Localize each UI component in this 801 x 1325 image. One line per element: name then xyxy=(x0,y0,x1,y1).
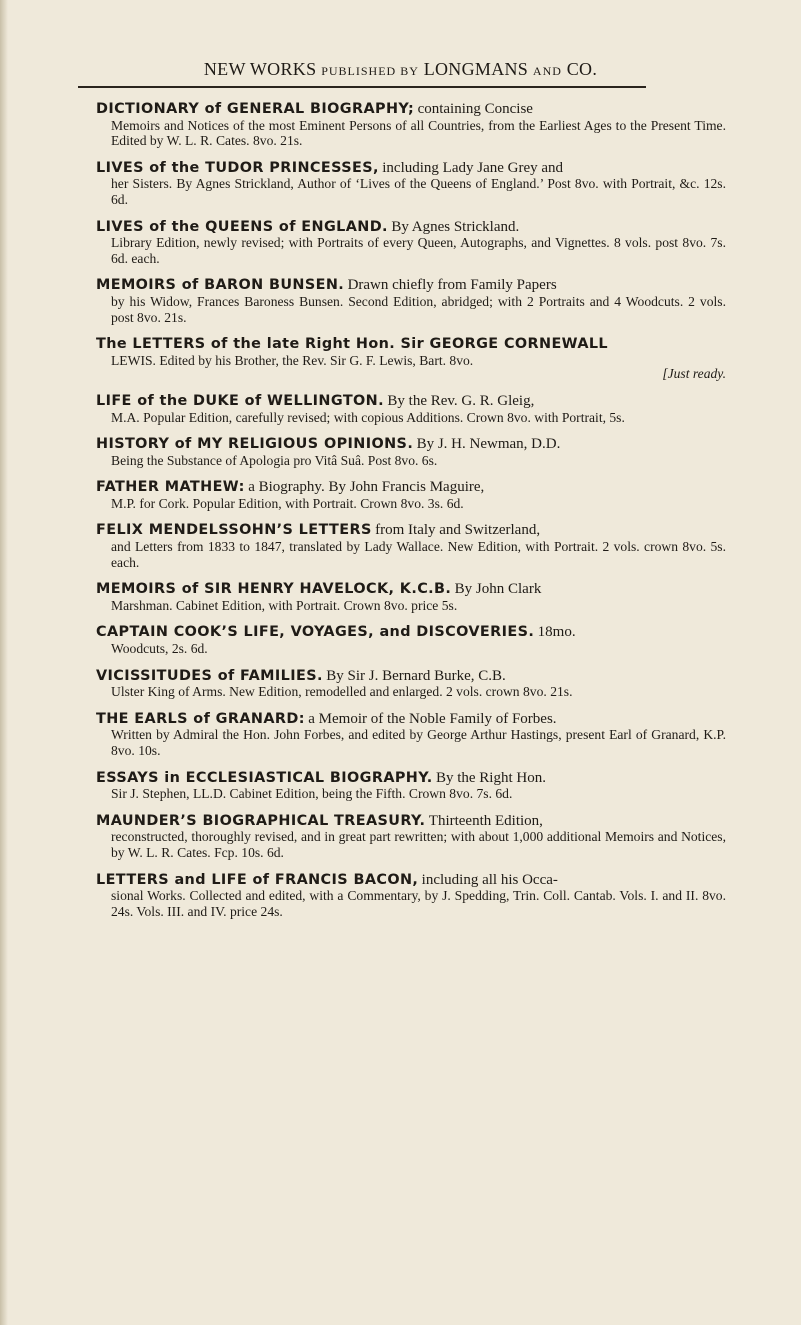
book-title: VICISSITUDES of FAMILIES. xyxy=(96,667,323,684)
running-head-published-by: PUBLISHED BY xyxy=(321,64,419,78)
book-title: LIVES of the QUEENS of ENGLAND. xyxy=(96,218,388,235)
book-description: M.P. for Cork. Popular Edition, with Portrait. Crown 8vo. 3s. 6d. xyxy=(111,495,464,511)
book-entry xyxy=(96,277,726,325)
book-entry xyxy=(96,436,726,468)
running-head-publisher: LONGMANS xyxy=(423,59,529,79)
book-lead: 18mo. xyxy=(537,624,576,641)
book-title: CAPTAIN COOK’S LIFE, VOYAGES, and DISCOVERIES. xyxy=(96,624,535,641)
book-entry xyxy=(96,219,726,267)
book-description: her Sisters. By Agnes Strickland, Author of ‘Lives of the Queens of England.’ Post 8vo. with Portrait, &c. 12s. 6d. xyxy=(111,176,726,207)
book-status: [Just ready. xyxy=(662,366,726,382)
book-lead: including Lady Jane Grey and xyxy=(382,159,564,176)
book-description: LEWIS. Edited by his Brother, the Rev. Sir G. F. Lewis, Bart. 8vo. xyxy=(111,352,474,368)
book-entry xyxy=(96,668,726,700)
book-title: HISTORY of MY RELIGIOUS OPINIONS. xyxy=(96,436,414,453)
book-lead: By J. H. Newman, D.D. xyxy=(416,436,561,453)
book-list xyxy=(96,101,726,930)
book-entry xyxy=(96,872,726,920)
book-lead: By the Right Hon. xyxy=(435,769,546,786)
book-entry xyxy=(96,522,726,570)
book-lead: a Memoir of the Noble Family of Forbes. xyxy=(308,710,557,727)
book-lead: containing Concise xyxy=(417,101,533,117)
book-title: MAUNDER’S BIOGRAPHICAL TREASURY. xyxy=(96,812,426,829)
book-entry xyxy=(96,581,726,613)
book-entry xyxy=(96,813,726,861)
book-title: MEMOIRS of BARON BUNSEN. xyxy=(96,277,345,294)
running-head-lead: NEW WORKS xyxy=(203,59,317,79)
book-lead: a Biography. By John Francis Maguire, xyxy=(248,479,485,496)
book-title: LIFE of the DUKE of WELLINGTON. xyxy=(96,392,384,409)
book-description: Sir J. Stephen, LL.D. Cabinet Edition, being the Fifth. Crown 8vo. 7s. 6d. xyxy=(111,786,513,802)
book-description: M.A. Popular Edition, carefully revised; with copious Additions. Crown 8vo. with Portrait, 5s. xyxy=(111,409,625,425)
book-title: The LETTERS of the late Right Hon. Sir GEORGE CORNEWALL xyxy=(96,336,608,353)
running-head-and: AND xyxy=(532,64,562,78)
book-description: Library Edition, newly revised; with Portraits of every Queen, Autographs, and Vignettes. 8 vols. post 8vo. 7s. 6d. each. xyxy=(111,235,726,266)
book-lead: By the Rev. G. R. Gleig, xyxy=(387,392,535,409)
book-entry xyxy=(96,393,726,425)
book-description: Being the Substance of Apologia pro Vitâ Suâ. Post 8vo. 6s. xyxy=(111,452,438,468)
book-description: Marshman. Cabinet Edition, with Portrait. Crown 8vo. price 5s. xyxy=(111,597,458,613)
running-head xyxy=(0,59,801,80)
book-title: MEMOIRS of SIR HENRY HAVELOCK, K.C.B. xyxy=(96,581,452,598)
book-lead: By Sir J. Bernard Burke, C.B. xyxy=(326,667,506,684)
header-rule xyxy=(78,86,646,88)
book-lead: Drawn chiefly from Family Papers xyxy=(347,277,557,294)
book-entry xyxy=(96,336,726,382)
book-title: FELIX MENDELSSOHN’S LETTERS xyxy=(96,522,372,539)
book-entry xyxy=(96,711,726,759)
book-description: Written by Admiral the Hon. John Forbes, and edited by George Arthur Hastings, present Earl of Granard, K.P. 8vo. 10s. xyxy=(111,727,726,758)
book-lead: By Agnes Strickland. xyxy=(391,218,520,235)
book-description: by his Widow, Frances Baroness Bunsen. Second Edition, abridged; with 2 Portraits and 4 Woodcuts. 2 vols. post 8vo. 21s. xyxy=(111,293,726,325)
book-entry xyxy=(96,160,726,208)
book-title: THE EARLS of GRANARD: xyxy=(96,710,305,727)
book-description: Memoirs and Notices of the most Eminent Persons of all Countries, from the Earliest Ages to the Present Time. Edited by W. L. R. Cates. 8vo. 21s. xyxy=(111,117,726,149)
book-entry xyxy=(96,624,726,656)
book-description: and Letters from 1833 to 1847, translated by Lady Wallace. New Edition, with Portrait. 2 vols. crown 8vo. 5s. each. xyxy=(111,539,726,570)
running-head-co: CO. xyxy=(566,59,598,79)
book-title: ESSAYS in ECCLESIASTICAL BIOGRAPHY. xyxy=(96,769,433,786)
book-lead: By John Clark xyxy=(454,581,542,598)
book-entry xyxy=(96,770,726,802)
book-lead: Thirteenth Edition, xyxy=(428,812,543,829)
book-description: sional Works. Collected and edited, with a Commentary, by J. Spedding, Trin. Coll. Cantab. Vols. I. and II. 8vo. 24s. Vols. III. and IV. price 24s. xyxy=(111,888,726,919)
book-entry xyxy=(96,101,726,149)
book-lead: including all his Occa- xyxy=(421,871,558,888)
book-description: reconstructed, thoroughly revised, and in great part rewritten; with about 1,000 additional Memoirs and Notices, by W. L. R. Cates. Fcp. 10s. 6d. xyxy=(111,829,726,860)
book-title: LETTERS and LIFE of FRANCIS BACON, xyxy=(96,871,419,888)
page-gutter-shadow xyxy=(0,0,8,1325)
book-title: DICTIONARY of GENERAL BIOGRAPHY; xyxy=(96,101,415,117)
book-entry xyxy=(96,479,726,511)
book-description: Woodcuts, 2s. 6d. xyxy=(111,641,208,657)
book-title: FATHER MATHEW: xyxy=(96,479,245,496)
book-title: LIVES of the TUDOR PRINCESSES, xyxy=(96,159,379,176)
book-lead: from Italy and Switzerland, xyxy=(375,522,541,539)
book-description: Ulster King of Arms. New Edition, remodelled and enlarged. 2 vols. crown 8vo. 21s. xyxy=(111,684,573,700)
